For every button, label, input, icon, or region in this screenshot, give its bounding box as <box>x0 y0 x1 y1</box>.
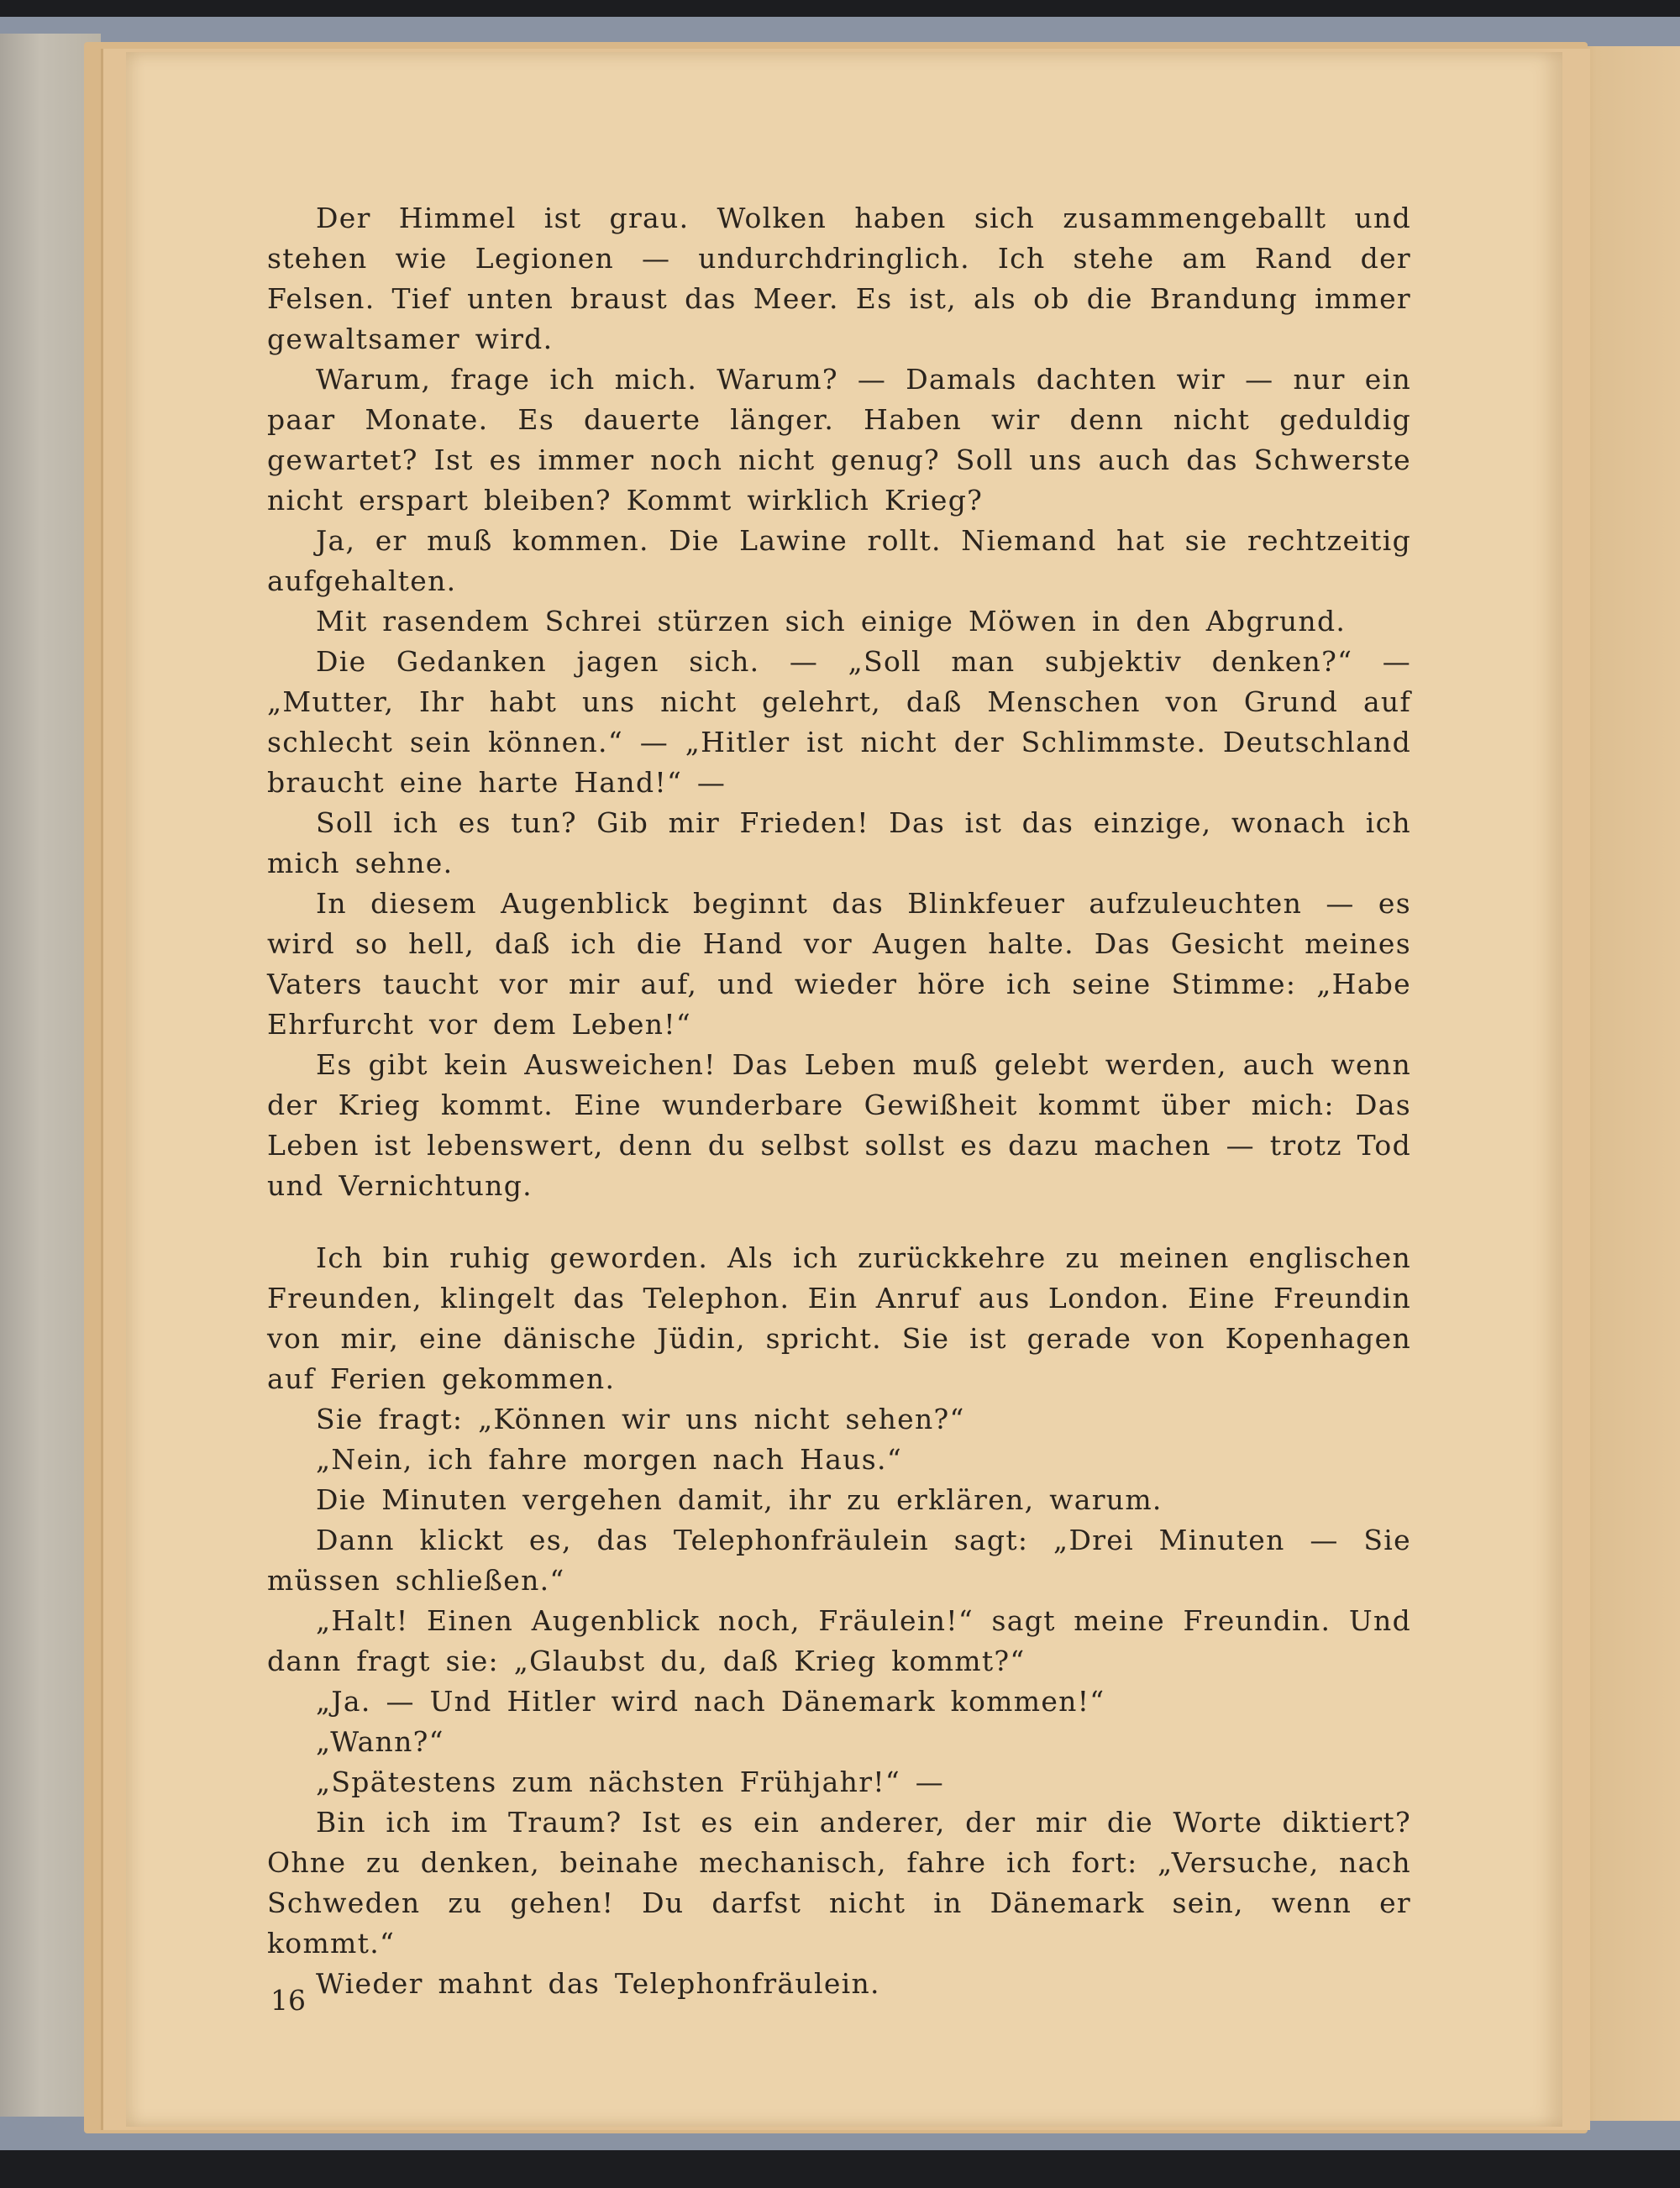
paragraph: „Wann?“ <box>316 1725 444 1758</box>
paragraph: In diesem Augenblick beginnt das Blinkfeuer aufzuleuchten — es wird so hell, daß ich die Hand vor Augen halte. Das Gesicht meines Vaters taucht vor mir auf, und wieder höre ich seine Stimme: „Habe Ehrfurcht vor dem Leben!“ <box>267 887 1411 1041</box>
paragraph: Sie fragt: „Können wir uns nicht sehen?“ <box>316 1403 965 1435</box>
paragraph: Die Gedanken jagen sich. — „Soll man subjektiv denken?“ — „Mutter, Ihr habt uns nicht gelehrt, daß Menschen von Grund auf schlecht sein können.“ — „Hitler ist nicht der Schlimmste. Deutschland braucht eine harte Hand!“ — <box>267 645 1411 799</box>
paragraph: Der Himmel ist grau. Wolken haben sich zusammengeballt und stehen wie Legionen — undurchdringlich. Ich stehe am Rand der Felsen. Tief unten braust das Meer. Es ist, als ob die Brandung immer gewaltsamer wird. <box>267 202 1411 355</box>
paragraph: „Nein, ich fahre morgen nach Haus.“ <box>316 1443 902 1476</box>
paragraph: Dann klickt es, das Telephonfräulein sagt: „Drei Minuten — Sie müssen schließen.“ <box>267 1524 1411 1597</box>
text-section-1 <box>267 198 1411 1206</box>
paragraph: „Spätestens zum nächsten Frühjahr!“ — <box>316 1766 945 1798</box>
text-section-2 <box>267 1238 1411 2004</box>
paragraph: Es gibt kein Ausweichen! Das Leben muß gelebt werden, auch wenn der Krieg kommt. Eine wunderbare Gewißheit kommt über mich: Das Leben ist lebenswert, denn du selbst sollst es dazu machen — trotz Tod und Vernichtung. <box>267 1048 1411 1202</box>
paragraph: „Ja. — Und Hitler wird nach Dänemark kommen!“ <box>316 1685 1105 1718</box>
paragraph: Bin ich im Traum? Ist es ein anderer, der mir die Worte diktiert? Ohne zu denken, beinahe mechanisch, fahre ich fort: „Versuche, nach Schweden zu gehen! Du darfst nicht in Dänemark sein, wenn er kommt.“ <box>267 1806 1411 1960</box>
paragraph: Warum, frage ich mich. Warum? — Damals dachten wir — nur ein paar Monate. Es dauerte länger. Haben wir denn nicht geduldig gewartet? Ist es immer noch nicht genug? Soll uns auch das Schwerste nicht erspart bleiben? Kommt wirklich Krieg? <box>267 363 1411 517</box>
paragraph: Ich bin ruhig geworden. Als ich zurückkehre zu meinen englischen Freunden, klingelt das Telephon. Ein Anruf aus London. Eine Freundin von mir, eine dänische Jüdin, spricht. Sie ist gerade von Kopenhagen auf Ferien gekommen. <box>267 1241 1411 1395</box>
paragraph: Mit rasendem Schrei stürzen sich einige Möwen in den Abgrund. <box>316 605 1347 638</box>
paragraph: Soll ich es tun? Gib mir Frieden! Das ist das einzige, wonach ich mich sehne. <box>267 806 1411 879</box>
paragraph: Die Minuten vergehen damit, ihr zu erklären, warum. <box>316 1483 1163 1516</box>
paragraph: Wieder mahnt das Telephonfräulein. <box>316 1967 880 2000</box>
paragraph: Ja, er muß kommen. Die Lawine rollt. Niemand hat sie rechtzeitig aufgehalten. <box>267 524 1411 597</box>
paragraph: „Halt! Einen Augenblick noch, Fräulein!“ sagt meine Freundin. Und dann fragt sie: „Glaubst du, daß Krieg kommt?“ <box>267 1604 1411 1677</box>
page-number: 16 <box>270 1984 306 2017</box>
